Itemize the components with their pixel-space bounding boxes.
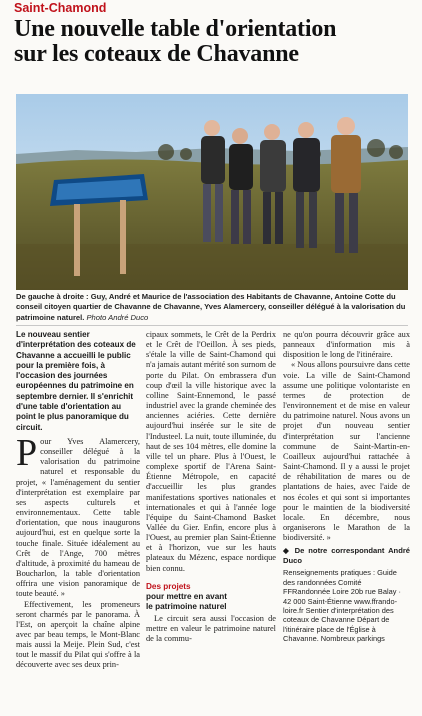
correspondent-icon: ◆	[283, 546, 295, 556]
col3-paragraph-1: ne qu'on pourra découvrir grâce aux panneaux d'information mis à disposition le long de l'itinéraire.	[283, 330, 410, 360]
subheading-line-2: pour mettre en avant	[146, 591, 227, 601]
headline-line-2: sur les coteaux de Chavanne	[14, 41, 299, 67]
subheading	[146, 582, 276, 612]
section-kicker: Saint-Chamond	[14, 1, 107, 15]
col2-paragraph-2: Le circuit sera aussi l'occasion de mettre en valeur le patrimoine naturel de la commu-	[146, 613, 276, 644]
col1-paragraph-1: our Yves Alamercery, conseiller délégué à la valorisation du patrimoine naturel et responsable du projet, « l'aménagement du sentier d'interprétation est exemplaire par ses aspects culturels et environnementaux. Cette table d'orientation, que nous inaugurons aujourd'hui, est en quelque sorte la touche finale. Située idéalement au Crêt de l'Ange, 700 mètres d'altitude, à proximité du hameau de Boucharlon, la table d'orientation offrira une vision panoramique de toute beauté. »	[16, 437, 140, 599]
divider	[16, 325, 408, 326]
article-column-1	[16, 432, 140, 671]
photo-credit: Photo André Duco	[86, 312, 149, 322]
article-column-2	[146, 330, 276, 644]
subheading-line-1: Des projets	[146, 581, 191, 591]
practical-info: Renseignements pratiques : Guide des randonnées Comité FFRandonnée Loire 20b rue Balay · 42 000 Saint-Étienne www.ffrando-loire.fr Sentier d'interprétation des coteaux de Chavanne Départ de l'itinéraire place de l'Église à Chavanne. Nombreux parkings	[283, 568, 401, 644]
col1-paragraph-2: Effectivement, les promeneurs seront charmés par le panorama. À l'Est, on aperçoit la chaîne alpine avec par beau temps, le Mont-Blanc mais aussi la Meije. Plein Sud, c'est tout le massif du Pilat qui s'offre à la découverte avec ses deux prin-	[16, 599, 140, 670]
col3-paragraph-2: « Nous allons poursuivre dans cette voie. La ville de Saint-Chamond assume une politique volontariste en termes de protection de l'environnement et de mise en valeur du patrimoine naturel. Nous avons un projet d'un nouveau sentier d'interprétation sur l'ancienne commune de Saint-Martin-en-Coailleux aujourd'hui rattachée à Saint-Chamond. Il y a aussi le projet de réhabilitation de mares ou de plantations de haies, avec l'aide de nos écoles et qui sont si importantes pour le maintien de la biodiversité locale. En décembre, nous organiserons le Marathon de la biodiversité. »	[283, 360, 410, 543]
headline-line-1: Une nouvelle table d'orientation	[14, 16, 337, 42]
drop-cap: P	[16, 432, 38, 474]
photo-illustration	[16, 94, 408, 290]
correspondent	[283, 546, 410, 565]
col2-paragraph-1: cipaux sommets, le Crêt de la Perdrix et le Crêt de l'Oeillon. À ses pieds, s'étale la ville de Saint-Chamond qui n'a jamais autant mérité son surnom de porte du Pilat. On embrassera d'un coup d'œil la ville historique avec la colline Saint-Ennemond, le passé industriel avec la grande cheminée des anciennes aciéries. Cette dernière aujourd'hui insérée sur le site de l'Industeel. La nuit, toute illuminée, du haut de ses 104 mètres, elle domine la ville tel un phare. Plus à l'Ouest, le complexe sportif de l'Arena Saint-Étienne Métropole, en capacité d'accueillir les plus grandes manifestations sportives nationales et internationales et qui à l'année loge l'équipe du Saint-Chamond Basket Vallée du Gier. Enfin, encore plus à l'Ouest, au premier plan Saint-Étienne et à l'horizon, vue sur les hauts plateaux du Mézenc, espace nordique bien connu.	[146, 330, 276, 573]
subheading-line-3: le patrimoine naturel	[146, 601, 227, 611]
correspondent-name: De notre correspondant André Duco	[283, 546, 411, 565]
article-photo	[16, 94, 408, 290]
caption-text: De gauche à droite : Guy, André et Maurice de l'association des Habitants de Chavanne, Antoine Cotte du conseil citoyen quartier de Chavanne de Chavanne, Yves Alamercery, conseiller délégué à la valorisation du patrimoine naturel.	[16, 292, 406, 322]
article-lead: Le nouveau sentier d'interprétation des coteaux de Chavanne a accueilli le public pour la première fois, à l'occasion des journées européennes du patrimoine en septembre dernier. Il s'enrichit d'une table d'orientation au point le plus panoramique du circuit.	[16, 330, 136, 432]
article-column-3	[283, 330, 410, 644]
headline	[14, 17, 414, 67]
photo-caption	[16, 292, 410, 323]
